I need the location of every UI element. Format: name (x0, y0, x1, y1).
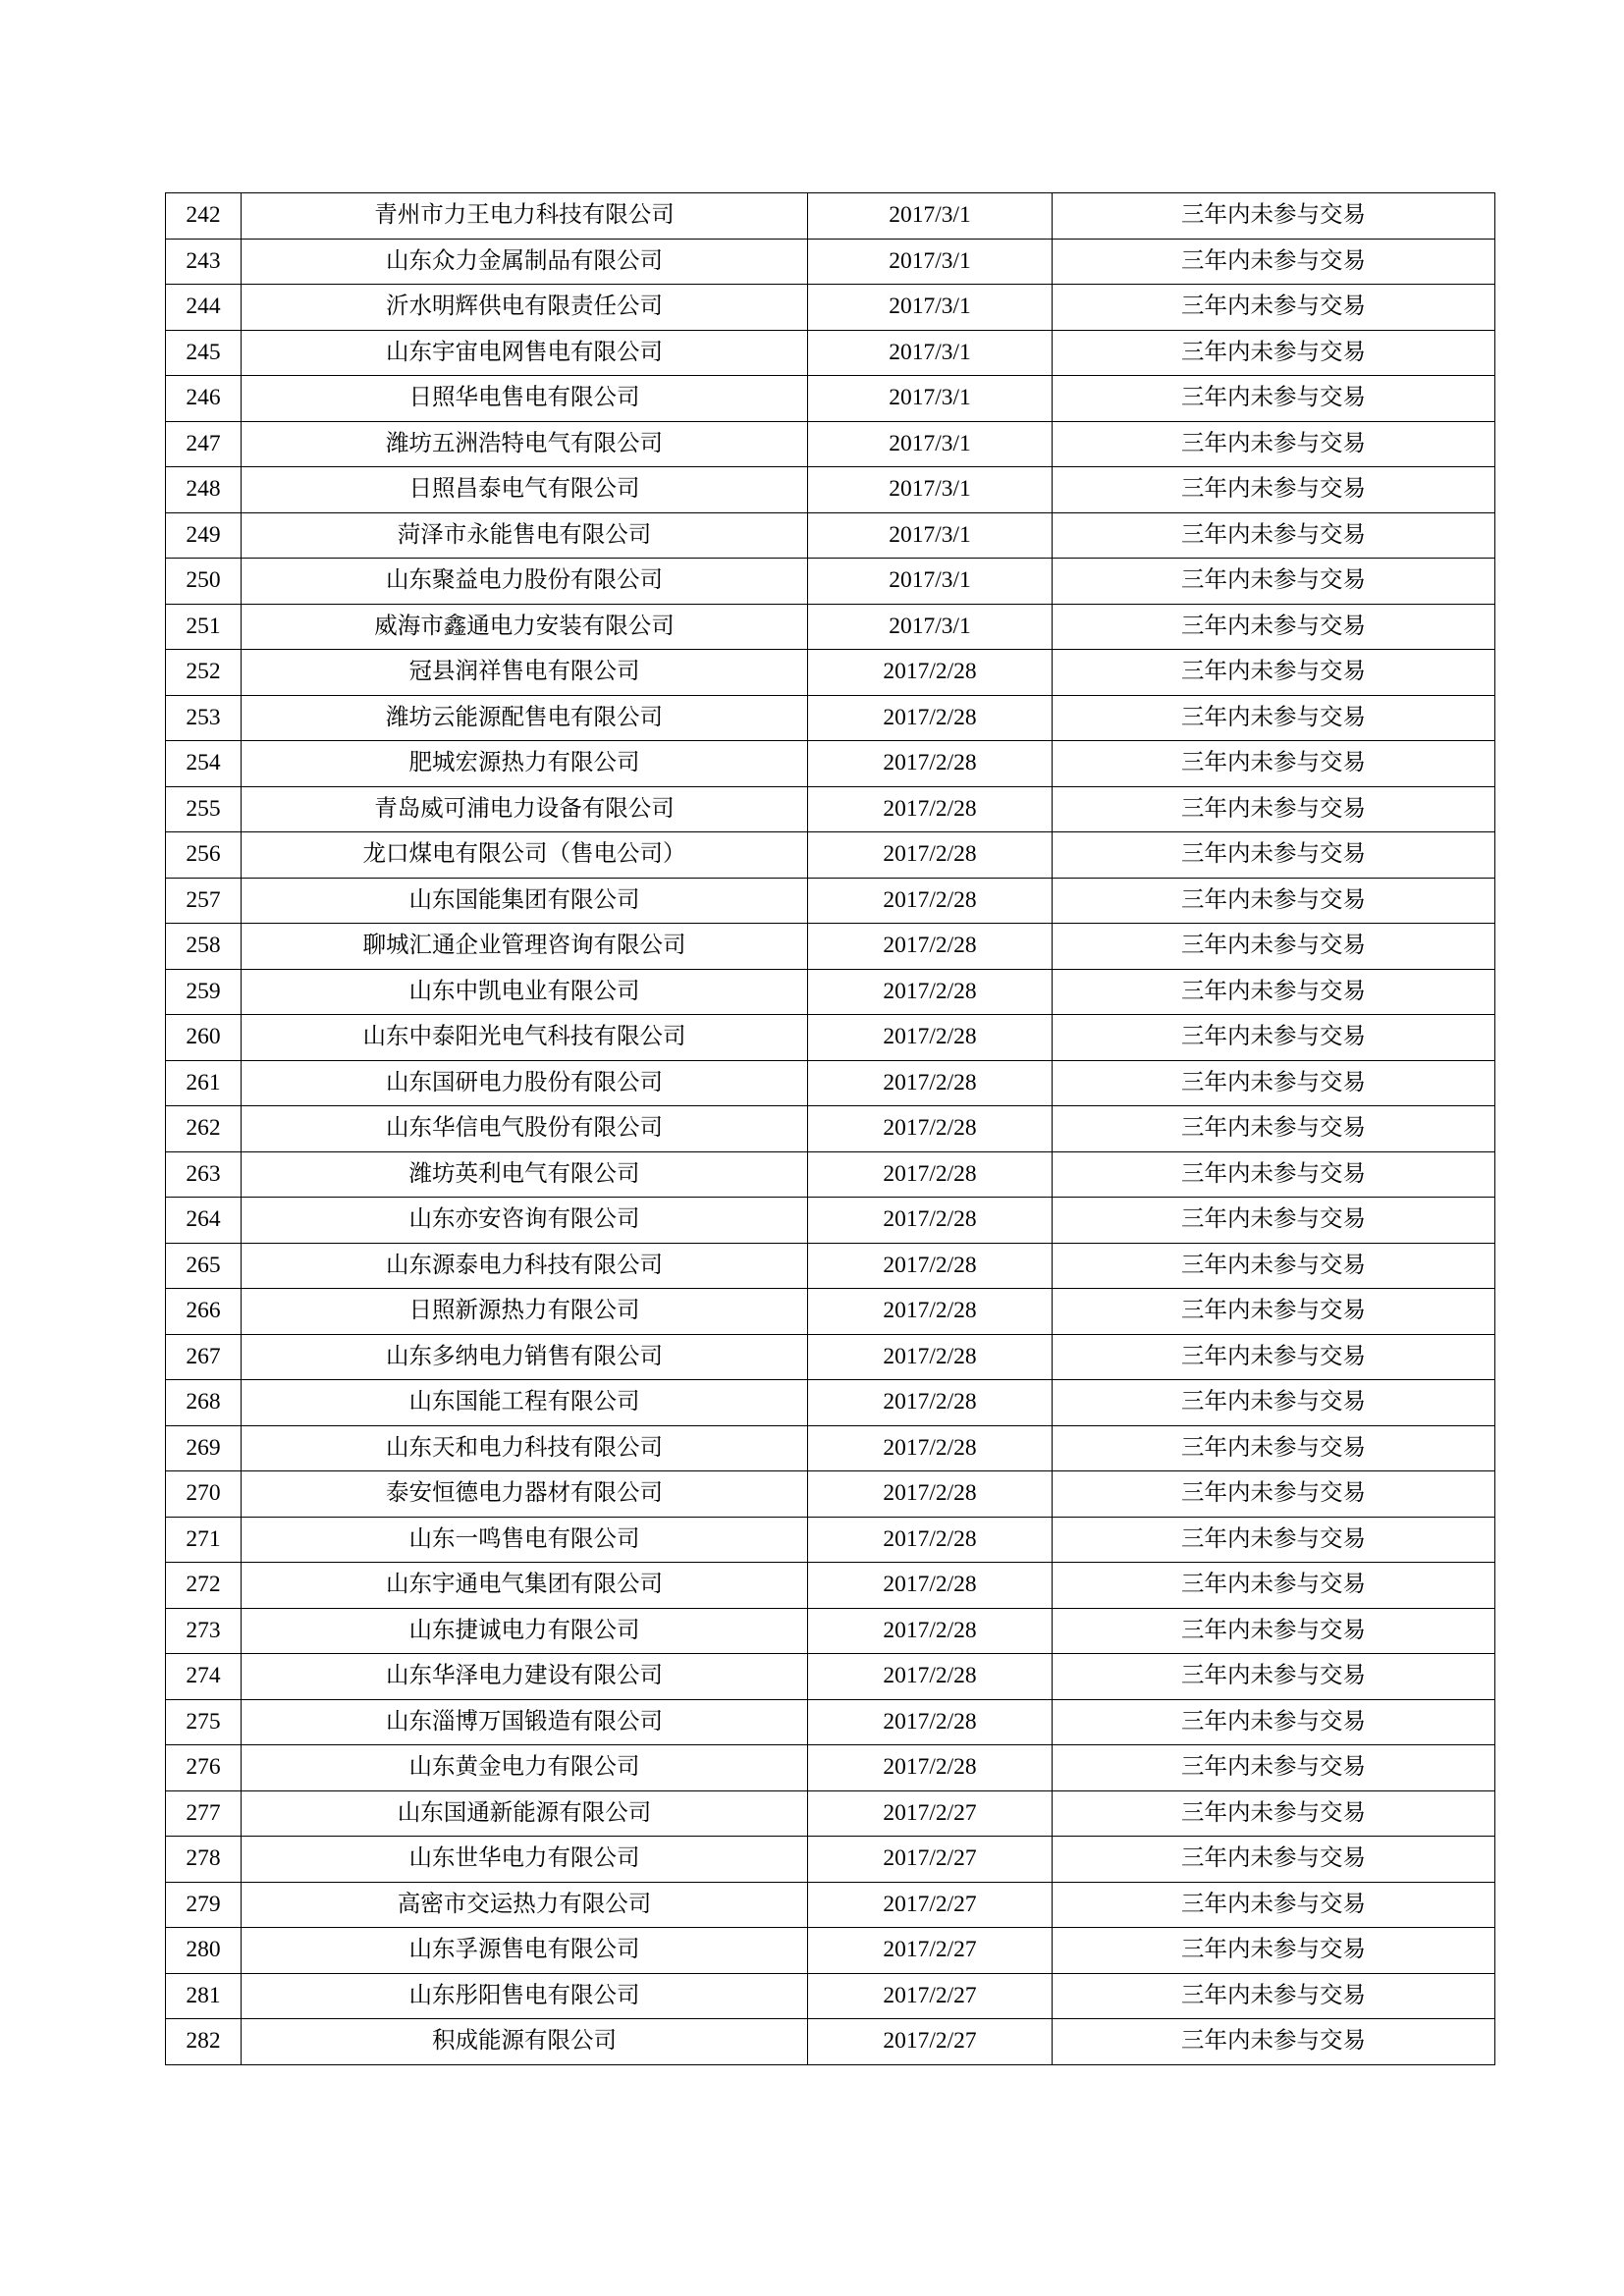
date-cell: 2017/2/28 (808, 1243, 1053, 1289)
status-cell: 三年内未参与交易 (1053, 512, 1495, 559)
row-index-cell: 259 (166, 969, 242, 1015)
row-index-cell: 250 (166, 559, 242, 605)
date-cell: 2017/2/28 (808, 1425, 1053, 1471)
table-row (166, 604, 1495, 650)
row-index-cell: 280 (166, 1928, 242, 1974)
row-index-cell: 279 (166, 1882, 242, 1928)
row-index-cell: 242 (166, 193, 242, 240)
table-row (166, 1151, 1495, 1198)
status-cell: 三年内未参与交易 (1053, 1517, 1495, 1563)
row-index-cell: 269 (166, 1425, 242, 1471)
date-cell: 2017/2/28 (808, 1563, 1053, 1609)
status-cell: 三年内未参与交易 (1053, 1699, 1495, 1745)
row-index-cell: 246 (166, 376, 242, 422)
table-row (166, 650, 1495, 696)
date-cell: 2017/2/28 (808, 650, 1053, 696)
row-index-cell: 270 (166, 1471, 242, 1518)
row-index-cell: 251 (166, 604, 242, 650)
status-cell: 三年内未参与交易 (1053, 1882, 1495, 1928)
table-row (166, 239, 1495, 285)
table-row (166, 1198, 1495, 1244)
table-row (166, 1608, 1495, 1654)
status-cell: 三年内未参与交易 (1053, 969, 1495, 1015)
date-cell: 2017/2/28 (808, 695, 1053, 741)
status-cell: 三年内未参与交易 (1053, 1471, 1495, 1518)
date-cell: 2017/2/28 (808, 1517, 1053, 1563)
row-index-cell: 255 (166, 786, 242, 832)
company-name-cell: 泰安恒德电力器材有限公司 (242, 1471, 808, 1518)
row-index-cell: 248 (166, 467, 242, 513)
date-cell: 2017/2/28 (808, 832, 1053, 879)
row-index-cell: 267 (166, 1334, 242, 1380)
table-row (166, 1425, 1495, 1471)
row-index-cell: 281 (166, 1973, 242, 2019)
table-row (166, 1973, 1495, 2019)
date-cell: 2017/2/28 (808, 1334, 1053, 1380)
row-index-cell: 256 (166, 832, 242, 879)
company-name-cell: 山东国通新能源有限公司 (242, 1790, 808, 1837)
row-index-cell: 244 (166, 285, 242, 331)
enterprise-listing-table (165, 192, 1495, 2065)
company-name-cell: 山东亦安咨询有限公司 (242, 1198, 808, 1244)
status-cell: 三年内未参与交易 (1053, 1973, 1495, 2019)
date-cell: 2017/2/28 (808, 1745, 1053, 1791)
date-cell: 2017/3/1 (808, 239, 1053, 285)
date-cell: 2017/2/28 (808, 1151, 1053, 1198)
company-name-cell: 山东淄博万国锻造有限公司 (242, 1699, 808, 1745)
company-name-cell: 山东天和电力科技有限公司 (242, 1425, 808, 1471)
company-name-cell: 山东黄金电力有限公司 (242, 1745, 808, 1791)
row-index-cell: 252 (166, 650, 242, 696)
row-index-cell: 253 (166, 695, 242, 741)
status-cell: 三年内未参与交易 (1053, 650, 1495, 696)
row-index-cell: 264 (166, 1198, 242, 1244)
table-row (166, 1289, 1495, 1335)
table-row (166, 421, 1495, 467)
company-name-cell: 山东华信电气股份有限公司 (242, 1106, 808, 1152)
table-row (166, 878, 1495, 924)
company-name-cell: 龙口煤电有限公司（售电公司） (242, 832, 808, 879)
date-cell: 2017/2/28 (808, 1198, 1053, 1244)
table-row (166, 1699, 1495, 1745)
status-cell: 三年内未参与交易 (1053, 1745, 1495, 1791)
table-row (166, 1106, 1495, 1152)
row-index-cell: 272 (166, 1563, 242, 1609)
company-name-cell: 肥城宏源热力有限公司 (242, 741, 808, 787)
table-row (166, 1517, 1495, 1563)
company-name-cell: 山东多纳电力销售有限公司 (242, 1334, 808, 1380)
company-name-cell: 山东众力金属制品有限公司 (242, 239, 808, 285)
row-index-cell: 268 (166, 1380, 242, 1426)
row-index-cell: 262 (166, 1106, 242, 1152)
status-cell: 三年内未参与交易 (1053, 239, 1495, 285)
table-row (166, 330, 1495, 376)
status-cell: 三年内未参与交易 (1053, 1380, 1495, 1426)
date-cell: 2017/2/27 (808, 2019, 1053, 2065)
row-index-cell: 275 (166, 1699, 242, 1745)
status-cell: 三年内未参与交易 (1053, 1198, 1495, 1244)
date-cell: 2017/2/28 (808, 1654, 1053, 1700)
table-row (166, 1243, 1495, 1289)
row-index-cell: 243 (166, 239, 242, 285)
date-cell: 2017/3/1 (808, 559, 1053, 605)
date-cell: 2017/2/28 (808, 1699, 1053, 1745)
company-name-cell: 山东聚益电力股份有限公司 (242, 559, 808, 605)
date-cell: 2017/2/27 (808, 1928, 1053, 1974)
status-cell: 三年内未参与交易 (1053, 878, 1495, 924)
company-name-cell: 日照新源热力有限公司 (242, 1289, 808, 1335)
table-row (166, 467, 1495, 513)
row-index-cell: 277 (166, 1790, 242, 1837)
company-name-cell: 聊城汇通企业管理咨询有限公司 (242, 924, 808, 970)
company-name-cell: 山东国能集团有限公司 (242, 878, 808, 924)
table-body (166, 193, 1495, 2065)
status-cell: 三年内未参与交易 (1053, 559, 1495, 605)
date-cell: 2017/2/27 (808, 1973, 1053, 2019)
row-index-cell: 254 (166, 741, 242, 787)
company-name-cell: 山东源泰电力科技有限公司 (242, 1243, 808, 1289)
status-cell: 三年内未参与交易 (1053, 786, 1495, 832)
table-row (166, 285, 1495, 331)
date-cell: 2017/2/28 (808, 878, 1053, 924)
status-cell: 三年内未参与交易 (1053, 2019, 1495, 2065)
company-name-cell: 山东一鸣售电有限公司 (242, 1517, 808, 1563)
company-name-cell: 山东国研电力股份有限公司 (242, 1060, 808, 1106)
date-cell: 2017/2/28 (808, 786, 1053, 832)
status-cell: 三年内未参与交易 (1053, 1151, 1495, 1198)
date-cell: 2017/2/28 (808, 1608, 1053, 1654)
date-cell: 2017/2/28 (808, 969, 1053, 1015)
company-name-cell: 山东宇通电气集团有限公司 (242, 1563, 808, 1609)
date-cell: 2017/2/27 (808, 1790, 1053, 1837)
status-cell: 三年内未参与交易 (1053, 285, 1495, 331)
table-row (166, 832, 1495, 879)
table-row (166, 1745, 1495, 1791)
company-name-cell: 山东孚源售电有限公司 (242, 1928, 808, 1974)
date-cell: 2017/3/1 (808, 512, 1053, 559)
company-name-cell: 日照华电售电有限公司 (242, 376, 808, 422)
date-cell: 2017/2/28 (808, 924, 1053, 970)
date-cell: 2017/2/28 (808, 1106, 1053, 1152)
row-index-cell: 271 (166, 1517, 242, 1563)
status-cell: 三年内未参与交易 (1053, 1060, 1495, 1106)
company-name-cell: 威海市鑫通电力安装有限公司 (242, 604, 808, 650)
table-row (166, 695, 1495, 741)
row-index-cell: 260 (166, 1015, 242, 1061)
date-cell: 2017/3/1 (808, 330, 1053, 376)
table-row (166, 1790, 1495, 1837)
date-cell: 2017/3/1 (808, 604, 1053, 650)
table-row (166, 924, 1495, 970)
table-row (166, 1060, 1495, 1106)
table-row (166, 1563, 1495, 1609)
table-row (166, 1837, 1495, 1883)
table-row (166, 2019, 1495, 2065)
company-name-cell: 潍坊云能源配售电有限公司 (242, 695, 808, 741)
row-index-cell: 263 (166, 1151, 242, 1198)
company-name-cell: 山东彤阳售电有限公司 (242, 1973, 808, 2019)
date-cell: 2017/3/1 (808, 193, 1053, 240)
row-index-cell: 257 (166, 878, 242, 924)
company-name-cell: 山东宇宙电网售电有限公司 (242, 330, 808, 376)
status-cell: 三年内未参与交易 (1053, 695, 1495, 741)
status-cell: 三年内未参与交易 (1053, 193, 1495, 240)
table-row (166, 1015, 1495, 1061)
status-cell: 三年内未参与交易 (1053, 1928, 1495, 1974)
status-cell: 三年内未参与交易 (1053, 421, 1495, 467)
table-row (166, 512, 1495, 559)
table-row (166, 1471, 1495, 1518)
company-name-cell: 沂水明辉供电有限责任公司 (242, 285, 808, 331)
date-cell: 2017/3/1 (808, 285, 1053, 331)
status-cell: 三年内未参与交易 (1053, 604, 1495, 650)
date-cell: 2017/3/1 (808, 421, 1053, 467)
row-index-cell: 261 (166, 1060, 242, 1106)
date-cell: 2017/2/28 (808, 1380, 1053, 1426)
status-cell: 三年内未参与交易 (1053, 1243, 1495, 1289)
table-row (166, 376, 1495, 422)
status-cell: 三年内未参与交易 (1053, 1563, 1495, 1609)
table-row (166, 1882, 1495, 1928)
company-name-cell: 日照昌泰电气有限公司 (242, 467, 808, 513)
status-cell: 三年内未参与交易 (1053, 1106, 1495, 1152)
table-row (166, 1380, 1495, 1426)
date-cell: 2017/2/28 (808, 1289, 1053, 1335)
date-cell: 2017/2/28 (808, 1471, 1053, 1518)
table-row (166, 741, 1495, 787)
status-cell: 三年内未参与交易 (1053, 1425, 1495, 1471)
company-name-cell: 山东世华电力有限公司 (242, 1837, 808, 1883)
status-cell: 三年内未参与交易 (1053, 1790, 1495, 1837)
company-name-cell: 青岛威可浦电力设备有限公司 (242, 786, 808, 832)
date-cell: 2017/3/1 (808, 467, 1053, 513)
row-index-cell: 249 (166, 512, 242, 559)
status-cell: 三年内未参与交易 (1053, 330, 1495, 376)
status-cell: 三年内未参与交易 (1053, 1015, 1495, 1061)
table-row (166, 1928, 1495, 1974)
table-row (166, 969, 1495, 1015)
status-cell: 三年内未参与交易 (1053, 1289, 1495, 1335)
company-name-cell: 菏泽市永能售电有限公司 (242, 512, 808, 559)
status-cell: 三年内未参与交易 (1053, 924, 1495, 970)
table-row (166, 193, 1495, 240)
row-index-cell: 265 (166, 1243, 242, 1289)
row-index-cell: 247 (166, 421, 242, 467)
date-cell: 2017/3/1 (808, 376, 1053, 422)
company-name-cell: 青州市力王电力科技有限公司 (242, 193, 808, 240)
company-name-cell: 山东华泽电力建设有限公司 (242, 1654, 808, 1700)
date-cell: 2017/2/27 (808, 1882, 1053, 1928)
date-cell: 2017/2/28 (808, 1060, 1053, 1106)
table-row (166, 559, 1495, 605)
company-name-cell: 山东捷诚电力有限公司 (242, 1608, 808, 1654)
row-index-cell: 273 (166, 1608, 242, 1654)
status-cell: 三年内未参与交易 (1053, 376, 1495, 422)
company-name-cell: 冠县润祥售电有限公司 (242, 650, 808, 696)
row-index-cell: 276 (166, 1745, 242, 1791)
status-cell: 三年内未参与交易 (1053, 1334, 1495, 1380)
row-index-cell: 274 (166, 1654, 242, 1700)
row-index-cell: 282 (166, 2019, 242, 2065)
company-name-cell: 山东中凯电业有限公司 (242, 969, 808, 1015)
company-name-cell: 潍坊英利电气有限公司 (242, 1151, 808, 1198)
row-index-cell: 266 (166, 1289, 242, 1335)
status-cell: 三年内未参与交易 (1053, 467, 1495, 513)
date-cell: 2017/2/28 (808, 741, 1053, 787)
status-cell: 三年内未参与交易 (1053, 1608, 1495, 1654)
status-cell: 三年内未参与交易 (1053, 1654, 1495, 1700)
company-name-cell: 山东国能工程有限公司 (242, 1380, 808, 1426)
date-cell: 2017/2/27 (808, 1837, 1053, 1883)
table-row (166, 1334, 1495, 1380)
status-cell: 三年内未参与交易 (1053, 1837, 1495, 1883)
date-cell: 2017/2/28 (808, 1015, 1053, 1061)
status-cell: 三年内未参与交易 (1053, 832, 1495, 879)
company-name-cell: 潍坊五洲浩特电气有限公司 (242, 421, 808, 467)
company-name-cell: 高密市交运热力有限公司 (242, 1882, 808, 1928)
row-index-cell: 245 (166, 330, 242, 376)
status-cell: 三年内未参与交易 (1053, 741, 1495, 787)
company-name-cell: 山东中泰阳光电气科技有限公司 (242, 1015, 808, 1061)
company-name-cell: 积成能源有限公司 (242, 2019, 808, 2065)
row-index-cell: 258 (166, 924, 242, 970)
row-index-cell: 278 (166, 1837, 242, 1883)
table-row (166, 786, 1495, 832)
table-row (166, 1654, 1495, 1700)
